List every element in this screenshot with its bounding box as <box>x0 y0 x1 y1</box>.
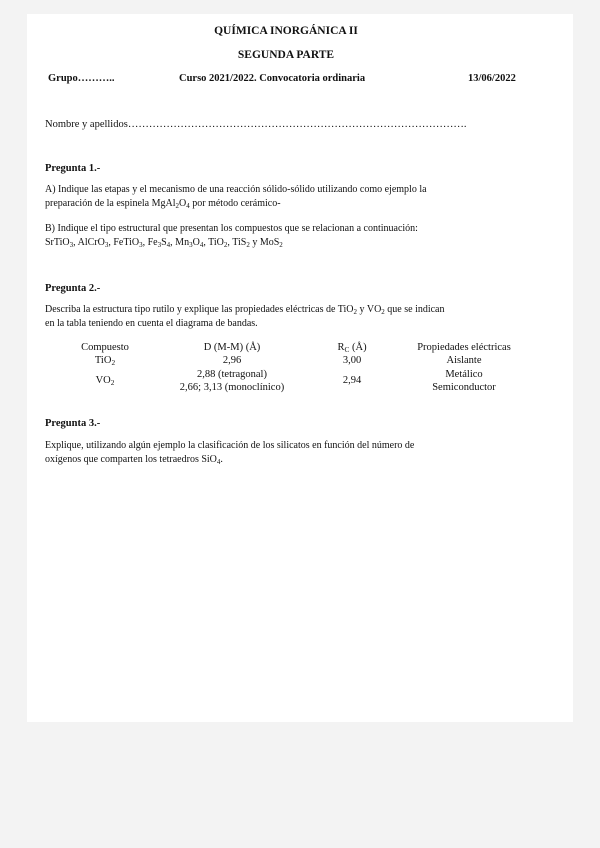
compound: AlCrO$_3$, <box>77 237 114 249</box>
table-header-rc: $R_C$ (Å) <box>337 342 367 354</box>
question-3-line-1: Explique, utilizando algún ejemplo la clasificación de los silicatos en función del número de <box>45 440 415 451</box>
exam-title: QUÍMICA INORGÁNICA II <box>214 25 358 37</box>
exam-date: 13/06/2022 <box>468 73 516 84</box>
table-header-compound: Compuesto <box>81 342 129 353</box>
table-cell-rc: 2,94 <box>342 375 362 386</box>
question-2-heading: Pregunta 2.- <box>45 283 101 294</box>
compound: MoS$_2$ <box>259 237 283 249</box>
table-cell-rc: 3,00 <box>342 355 362 366</box>
question-2-line-2: en la tabla teniendo en cuenta el diagrama de bandas. <box>45 318 258 329</box>
question-3-line-2: oxígenos que comparten los tetraedros SiO$_4$. <box>45 454 223 466</box>
table-cell-compound: TiO$_2$ <box>94 355 116 367</box>
exam-subtitle: SEGUNDA PARTE <box>237 49 335 61</box>
compound: $Fe_3S_4$, <box>147 237 176 249</box>
compound: TiO$_2$, <box>208 237 233 249</box>
name-line: Nombre y apellidos……………………………………………………………………………………. <box>45 119 467 130</box>
compound: $Mn_3O_4$, <box>175 237 209 249</box>
exam-page <box>27 14 573 722</box>
compound: FeTiO$_3$, <box>113 237 148 249</box>
table-cell-compound: $VO_2$ <box>95 375 115 387</box>
table-header-distance: D (M-M) (Å) <box>203 342 261 353</box>
compound: TiS$_2$ y <box>232 237 260 249</box>
question-1a-line-1: A) Indique las etapas y el mecanismo de una reacción sólido-sólido utilizando como ejemplo la <box>45 184 427 195</box>
question-3-heading: Pregunta 3.- <box>45 418 101 429</box>
question-2-line-1: Describa la estructura tipo rutilo y explique las propiedades eléctricas de TiO$_2$ y $VO_2$ que se indican <box>45 304 445 316</box>
question-1-heading: Pregunta 1.- <box>45 163 101 174</box>
table-cell-property: Metálico Semiconductor <box>432 369 496 393</box>
question-1b-compounds <box>45 237 283 250</box>
compound: SrTiO$_3$, <box>45 237 78 249</box>
question-1a-line-2: preparación de la espinela $MgAl_2O_4$ por método cerámico- <box>45 198 281 210</box>
course-info: Curso 2021/2022. Convocatoria ordinaria <box>179 73 366 84</box>
table-cell-distance: 2,96 <box>222 355 242 366</box>
question-1b-line-1: B) Indique el tipo estructural que presentan los compuestos que se relacionan a continuación: <box>45 223 418 234</box>
table-cell-property: Aislante <box>446 355 482 366</box>
group-field: Grupo……….. <box>48 73 115 84</box>
table-cell-distance: 2,88 (tetragonal) 2,66; 3,13 (monoclínico) <box>179 369 285 393</box>
table-header-properties: Propiedades eléctricas <box>417 342 511 353</box>
